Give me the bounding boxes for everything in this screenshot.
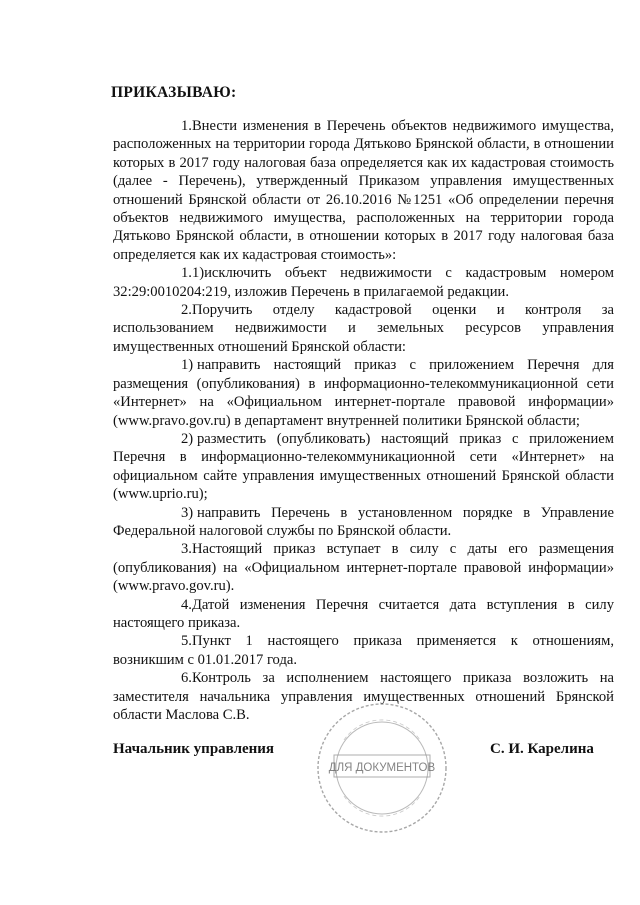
signature-name: С. И. Карелина: [490, 741, 594, 757]
paragraph-number: 5.: [181, 633, 192, 650]
paragraph-number: 2): [181, 430, 194, 447]
paragraph-text: Настоящий приказ вступает в силу с даты его размещения (опубликования) на «Официальном интернет-портале правовой информации» (www.pravo.gov.ru).: [113, 541, 614, 595]
paragraph-1: [113, 117, 614, 264]
paragraph-text: Поручить отделу кадастровой оценки и контроля за использованием недвижимости и земельных ресурсов управления имущественных отношений Брянской области:: [113, 302, 614, 355]
paragraph-1-1: [113, 264, 614, 301]
paragraph-5: [113, 632, 614, 669]
paragraph-text: направить Перечень в установленном порядке в Управление Федеральной налоговой службы по Брянской области.: [113, 504, 614, 539]
paragraph-3: [113, 540, 614, 595]
paragraph-text: Датой изменения Перечня считается дата вступления в силу настоящего приказа.: [113, 596, 614, 631]
paragraph-number: 1.: [181, 118, 192, 134]
paragraph-number: 2.: [181, 302, 192, 319]
paragraph-number: 6.: [181, 670, 192, 687]
stamp-text: ДЛЯ ДОКУМЕНТОВ: [328, 762, 436, 774]
order-heading: ПРИКАЗЫВАЮ:: [111, 84, 237, 101]
paragraph-text: Внести изменения в Перечень объектов недвижимого имущества, расположенных на территории города Дятьково Брянской области, в отношении которых в 2017 году налоговая база определяется как их кадастровая стоимость (далее - Перечень), утвержденный Приказом управления имущественных отношений Брянской области от 26.10.2016 №1251 «Об определении перечня объектов недвижимого имущества, расположенных на территории города Дятьково Брянской области, в отношении которых в 2017 году налоговая база определяется как их кадастровая стоимость»:: [113, 118, 614, 263]
paragraph-text: исключить объект недвижимости с кадастровым номером 32:29:0010204:219, изложив Перечень в прилагаемой редакции.: [113, 265, 614, 300]
subitem-1: [113, 356, 614, 430]
paragraph-number: 3): [181, 504, 194, 521]
paragraph-number: 1.1): [181, 265, 205, 282]
paragraph-number: 1): [181, 357, 194, 374]
paragraph-text: Контроль за исполнением настоящего приказа возложить на заместителя начальника управления имущественных отношений Брянской области Маслова С.В.: [113, 670, 614, 723]
paragraph-text: разместить (опубликовать) настоящий приказ с приложением Перечня в информационно-телекоммуникационной сети «Интернет» на официальном сайте управления имущественных отношений Брянской области (www.uprio.ru);: [113, 430, 614, 503]
paragraph-number: 4.: [181, 596, 192, 613]
official-stamp-icon: [314, 700, 450, 836]
subitem-3: [113, 504, 614, 541]
paragraph-4: [113, 596, 614, 633]
subitem-2: [113, 430, 614, 504]
document-body: [113, 117, 614, 724]
paragraph-text: направить настоящий приказ с приложением Перечня для размещения (опубликования) в информационно-телекоммуникационной сети «Интернет» на «Официальном интернет-портале правовой информации» (www.pravo.gov.ru) в департамент внутренней политики Брянской области;: [113, 357, 614, 429]
paragraph-2: [113, 301, 614, 356]
paragraph-text: Пункт 1 настоящего приказа применяется к отношениям, возникшим с 01.01.2017 года.: [113, 633, 614, 668]
paragraph-number: 3.: [181, 541, 192, 558]
signature-title: Начальник управления: [113, 741, 275, 757]
